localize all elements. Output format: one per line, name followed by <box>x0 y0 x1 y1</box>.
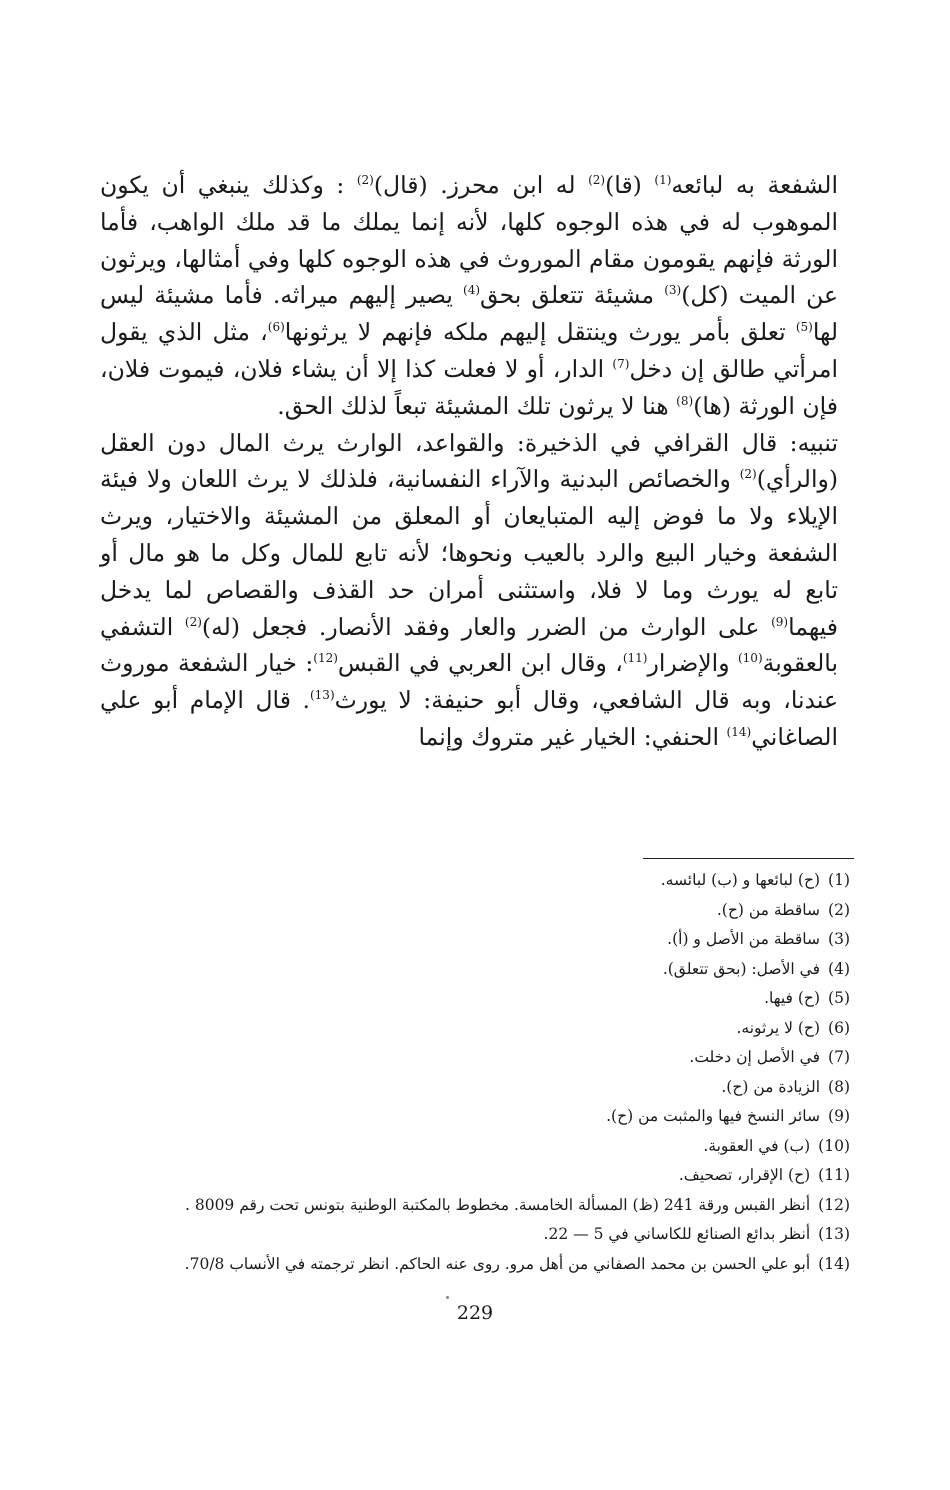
footnote <box>90 1250 850 1280</box>
footnote-marker: (10) <box>737 651 763 666</box>
footnote-number: (7) <box>828 1048 850 1066</box>
footnote-number: (13) <box>818 1225 850 1243</box>
print-speck <box>446 1296 449 1299</box>
footnote-number: (14) <box>818 1254 850 1273</box>
text-run: هنا لا يرثون تلك المشيئة تبعاً لذلك الحق. <box>277 391 677 420</box>
page-number: 229 <box>456 1302 494 1324</box>
footnote-marker: (5) <box>795 320 813 335</box>
footnote <box>90 1073 850 1103</box>
footnote-marker: (2) <box>356 173 374 187</box>
footnote-marker: (4) <box>463 283 481 298</box>
footnote <box>90 955 850 985</box>
footnote <box>90 1191 850 1221</box>
text-run: والخصائص البدنية والآراء النفسانية، فلذلك لا يرث اللعان ولا فيئة الإيلاء ولا ما فوض إليه المتبايعان أو المعلق من المشيئة والاختيار، ويرث الشفعة وخيار البيع والرد بالعيب ونحوها؛ لأنه تابع للمال وكل ما هو مال أو تابع له يورث وما لا فلا، واستثنى أمران حد القذف والقصاص لما يدخل فيهما <box>100 465 839 641</box>
main-text <box>100 167 838 756</box>
footnote <box>90 866 850 896</box>
footnote-marker: (2) <box>588 173 606 187</box>
footnote-marker: (7) <box>612 356 630 371</box>
footnote-text: سائر النسخ فيها والمثبت من (ح). <box>606 1107 820 1125</box>
text-run: ، وقال ابن العربي في القبس <box>337 649 623 678</box>
footnote-text: (ح) لا يرثونه. <box>736 1018 820 1037</box>
footnote-number: (3) <box>828 930 850 948</box>
text-run: الشفعة به لبائعه <box>671 171 838 199</box>
text-run: التشفي بالعقوبة <box>100 612 838 678</box>
footnote-marker: (14) <box>726 724 752 739</box>
footnote-marker: (6) <box>267 320 285 335</box>
text-run: الدار، أو لا فعلت كذا إلا أن يشاء فلان، فيموت فلان، فإن الورثة (ها) <box>100 354 838 420</box>
text-run: له ابن محرز. (قال) <box>373 171 589 199</box>
text-run: تنبيه: قال القرافي في الذخيرة: والقواعد، الوارث يرث المال دون العقل (والرأي) <box>100 428 838 494</box>
text-run: تعلق بأمر يورث وينتقل إليهم ملكه فإنهم لا يرثونها <box>284 318 796 347</box>
footnote-number: (1) <box>828 871 850 889</box>
footnote <box>90 925 850 955</box>
paragraph <box>100 167 838 425</box>
text-run: مشيئة تتعلق بحق <box>480 281 665 310</box>
footnote <box>90 1014 850 1044</box>
footnote <box>90 1132 850 1162</box>
footnote-text: أنظر بدائع الصنائع للكاساني في 5 — 22. <box>543 1225 811 1243</box>
footnote-text: الزيادة من (ح). <box>721 1077 820 1096</box>
footnote-text: (ح) الإقرار، تصحيف. <box>678 1166 811 1184</box>
footnote <box>90 1220 850 1250</box>
text-run: والإضرار <box>647 649 738 678</box>
footnote <box>90 984 850 1014</box>
footnote-number: (6) <box>828 1018 850 1037</box>
footnote-number: (8) <box>828 1077 850 1096</box>
footnote-marker: (2) <box>184 614 202 629</box>
footnote-text: ساقطة من (ح). <box>716 900 820 919</box>
text-run: على الوارث من الضرر والعار وفقد الأنصار. فجعل (له) <box>201 612 772 641</box>
footnote-marker: (9) <box>771 614 789 629</box>
footnote-separator <box>643 858 854 859</box>
footnote-text: ساقطة من الأصل و (أ). <box>667 930 820 948</box>
footnote <box>90 1102 850 1132</box>
paragraph <box>100 425 838 756</box>
text-run: : خيار الشفعة موروث عندنا، وبه قال الشافعي، وقال أبو حنيفة: لا يورث <box>100 649 838 715</box>
footnote-text: (ح) لبائعها و (ب) لبائسه. <box>660 871 820 889</box>
footnote-number: (11) <box>818 1166 850 1184</box>
footnote <box>90 1161 850 1191</box>
footnote-marker: (8) <box>676 393 694 408</box>
footnote-marker: (12) <box>313 651 338 666</box>
footnote-text: (ح) فيها. <box>764 989 820 1007</box>
footnote-number: (12) <box>818 1195 850 1214</box>
footnotes <box>90 866 850 1279</box>
footnote-text: أنظر القبس ورقة 241 (ظ) المسألة الخامسة. مخطوط بالمكتبة الوطنية بتونس تحت رقم 8009 . <box>184 1195 811 1214</box>
footnote-marker: (2) <box>739 467 757 482</box>
footnote <box>90 896 850 926</box>
text-run: (قا) <box>605 171 655 199</box>
footnote <box>90 1043 850 1073</box>
footnote-number: (10) <box>818 1136 850 1155</box>
text-run: الحنفي: الخيار غير متروك وإنما <box>418 722 727 751</box>
text-run: يصير إليهم ميراثه. فأما مشيئة ليس لها <box>100 281 838 347</box>
footnote-number: (9) <box>828 1107 850 1125</box>
footnote-marker: (13) <box>309 688 335 703</box>
footnote-number: (4) <box>828 959 850 978</box>
footnote-text: في الأصل إن دخلت. <box>689 1048 820 1066</box>
text-run: ، مثل الذي يقول امرأتي طالق إن دخل <box>100 318 838 383</box>
footnote-marker: (11) <box>622 651 648 666</box>
text-run: . قال الإمام أبو علي الصاغاني <box>100 686 838 751</box>
footnote-text: أبو علي الحسن بن محمد الصفاني من أهل مرو. روى عنه الحاكم. انظر ترجمته في الأنساب 70/8. <box>184 1254 811 1273</box>
footnote-text: في الأصل: (بحق تتعلق). <box>662 959 820 978</box>
footnote-marker: (3) <box>664 283 682 298</box>
footnote-number: (5) <box>828 989 850 1007</box>
text-run: : وكذلك ينبغي أن يكون الموهوب له في هذه الوجوه كلها، لأنه إنما يملك ما قد ملك الواهب، فأما الورثة فإنهم يقومون مقام الموروث في هذه الوجوه كلها وفي أمثالها، ويرثون عن الميت (كل) <box>100 171 838 310</box>
footnote-number: (2) <box>828 900 850 919</box>
footnote-text: (ب) في العقوبة. <box>703 1136 811 1155</box>
footnote-marker: (1) <box>654 173 672 187</box>
